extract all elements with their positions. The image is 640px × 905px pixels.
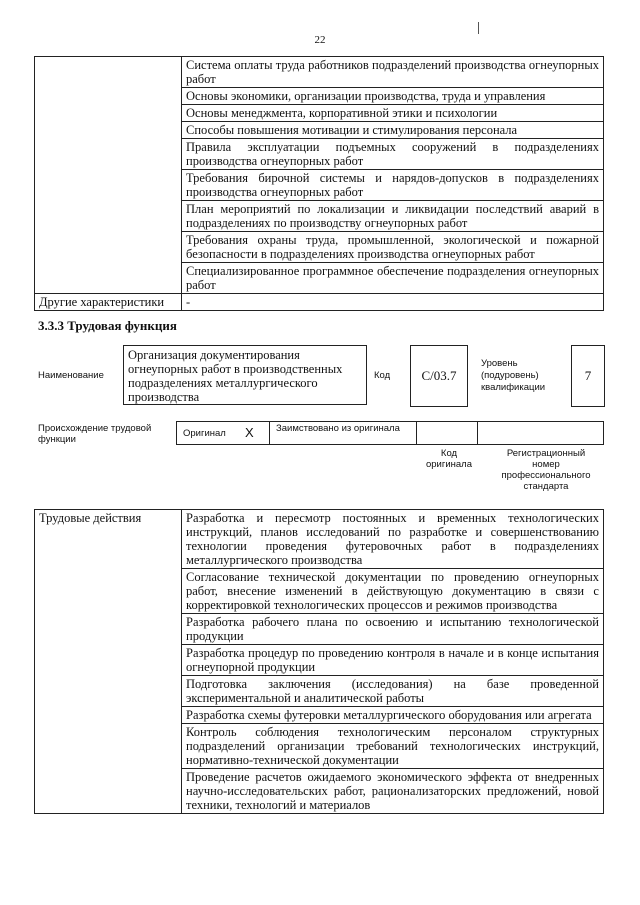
labor-action-item: Подготовка заключения (исследования) на базе проведенной экспериментальной и аналитической работы <box>182 676 604 707</box>
table-row <box>35 510 604 569</box>
original-label: Оригинал <box>183 428 226 439</box>
labor-action-item: Разработка рабочего плана по освоению и испытанию технологической продукции <box>182 614 604 645</box>
labor-action-item: Разработка и пересмотр постоянных и временных технологических инструкций, планов исследований по разработке и совершенствованию технологии проведения футеровочных работ в подразделениях металлургического производства <box>182 510 604 569</box>
knowledge-item: Основы менеджмента, корпоративной этики и психологии <box>182 105 604 122</box>
scan-artifact-line <box>478 22 479 34</box>
code-label: Код <box>374 370 391 381</box>
function-name-box: Организация документирования огнеупорных работ в производственных подразделениях металлургического производства <box>123 345 367 405</box>
labor-action-item: Контроль соблюдения технологическим персоналом структурных подразделений организации требований технологических инструкций, нормативно-технической документации <box>182 724 604 769</box>
knowledge-item: Способы повышения мотивации и стимулирования персонала <box>182 122 604 139</box>
table-row <box>35 294 604 311</box>
reg-number-caption: Регистрационный номер профессионального стандарта <box>501 448 591 492</box>
function-code-box: С/03.7 <box>410 345 468 407</box>
labor-action-item: Разработка схемы футеровки металлургического оборудования или агрегата <box>182 707 604 724</box>
section-title: 3.3.3 Трудовая функция <box>38 318 177 333</box>
knowledge-item: Система оплаты труда работников подразделений производства огнеупорных работ <box>182 57 604 88</box>
knowledge-item: Основы экономики, организации производства, труда и управления <box>182 88 604 105</box>
borrowed-label: Заимствовано из оригинала <box>276 423 400 434</box>
labor-actions-label: Трудовые действия <box>35 510 182 814</box>
knowledge-item: Правила эксплуатации подъемных сооружений в подразделениях производства огнеупорных работ <box>182 139 604 170</box>
knowledge-item: Требования охраны труда, промышленной, экологической и пожарной безопасности в подразделениях производства огнеупорных работ <box>182 232 604 263</box>
labor-actions-table <box>34 509 604 814</box>
other-characteristics-value: - <box>182 294 604 311</box>
origin-code-caption: Код оригинала <box>425 448 472 470</box>
knowledge-table <box>34 56 604 311</box>
table-label-cell <box>35 57 182 294</box>
knowledge-item: Специализированное программное обеспечение подразделения огнеупорных работ <box>182 263 604 294</box>
qualification-level-box: 7 <box>571 345 605 407</box>
page-number: 22 <box>314 34 326 46</box>
other-characteristics-label: Другие характеристики <box>35 294 182 311</box>
origin-code-cell <box>417 422 478 444</box>
origin-row <box>176 421 604 445</box>
table-row <box>35 57 604 88</box>
origin-label: Происхождение трудовой функции <box>38 423 152 445</box>
name-label: Наименование <box>38 370 104 381</box>
original-cell <box>177 422 270 444</box>
level-label: Уровень (подуровень) квалификации <box>481 358 546 393</box>
labor-action-item: Согласование технической документации по проведению огнеупорных работ, внесение изменений в действующую документацию в связи с корректировкой технологических процессов и режимов производства <box>182 569 604 614</box>
labor-action-item: Проведение расчетов ожидаемого экономического эффекта от внедренных научно-исследовательских работ, рационализаторских предложений, новой техники, технологий и материалов <box>182 769 604 814</box>
labor-action-item: Разработка процедур по проведению контроля в начале и в конце испытания огнеупорной продукции <box>182 645 604 676</box>
borrowed-cell <box>270 422 417 444</box>
knowledge-item: Требования бирочной системы и нарядов-допусков в подразделениях производства огнеупорных работ <box>182 170 604 201</box>
knowledge-item: План мероприятий по локализации и ликвидации последствий аварий в подразделениях по производству огнеупорных работ <box>182 201 604 232</box>
original-mark: X <box>245 425 254 440</box>
